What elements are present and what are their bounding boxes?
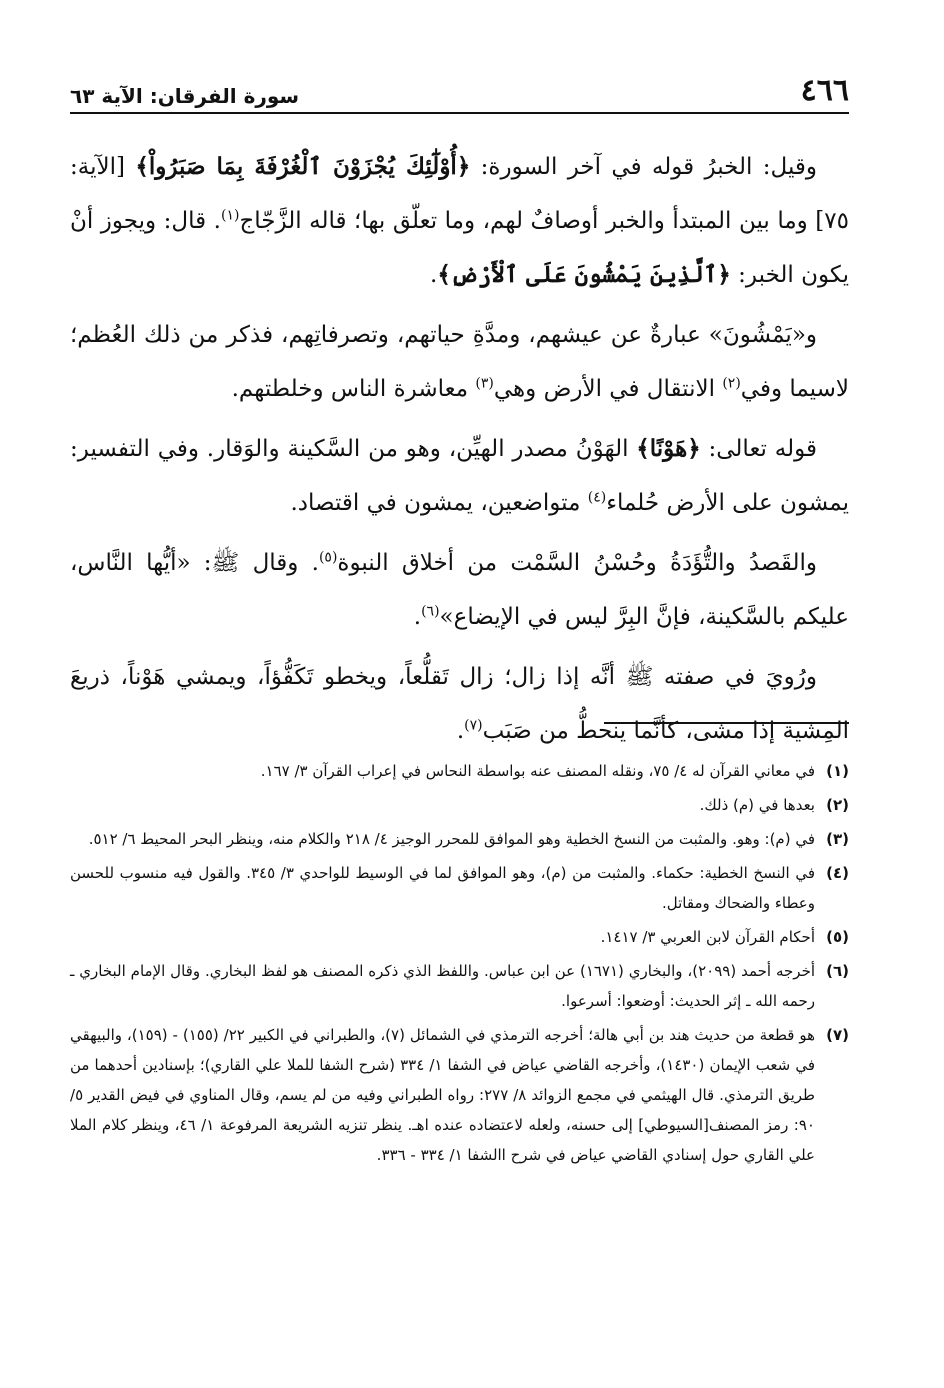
main-text xyxy=(70,140,849,764)
footnote-ref[interactable]: (٢) xyxy=(722,375,741,392)
footnote-text: في النسخ الخطية: حكماء. والمثبت من (م)، وهو الموافق لما في الوسيط للواحدي ٣/ ٣٤٥. والقول فيه منسوب للحسن وعطاء والضحاك ومقاتل. xyxy=(70,864,815,912)
text-segment: و«يَمْشُونَ» عبارةٌ عن عيشهم، ومدَّةِ حياتهم، وتصرفاتِهم، فذكر من ذلك العُظم؛ لاسيما وفي xyxy=(70,322,849,402)
footnote xyxy=(70,790,849,820)
text-segment: معاشرة الناس وخلطتهم. xyxy=(231,376,476,402)
paragraph-4 xyxy=(70,536,849,644)
quran-verse: ﴿أُوْلَٰٓئِكَ يُجْزَوْنَ ٱلْغُرْفَةَ بِمَا صَبَرُواْ﴾ xyxy=(135,153,471,180)
text-segment: متواضعين، يمشون في اقتصاد. xyxy=(290,490,588,516)
footnote-number: (٣) xyxy=(826,830,849,848)
text-segment: قوله تعالى: xyxy=(700,436,817,462)
footnote xyxy=(70,858,849,918)
text-segment: [الآية: ٧٥] وما بين المبتدأ والخبر أوصافٌ لهم، وما تعلّق بها؛ قاله الزَّجّاج xyxy=(70,154,849,234)
footnote-ref[interactable]: (٥) xyxy=(318,549,338,566)
text-segment: وقيل: الخبرُ قوله في آخر السورة: xyxy=(470,154,817,180)
quran-verse: ﴿ٱلَّذِينَ يَمْشُونَ عَلَى ٱلْأَرْضِ﴾ xyxy=(437,261,731,288)
footnote-number: (٦) xyxy=(826,962,849,980)
footnote xyxy=(70,956,849,1016)
paragraph-5 xyxy=(70,650,849,758)
text-segment: . قال: ويجوز أنْ يكون الخبر: xyxy=(70,208,849,288)
text-segment: . وقال ﷺ: «أيُّها النَّاس، عليكم بالسَّكينة، فإنَّ البِرَّ ليس في الإيضاع» xyxy=(70,550,849,630)
footnote-ref[interactable]: (٤) xyxy=(587,489,607,506)
footnote-ref[interactable]: (٦) xyxy=(421,603,440,620)
footnote-text: هو قطعة من حديث هند بن أبي هالة؛ أخرجه الترمذي في الشمائل (٧)، والطبراني في الكبير ٢٢/ (١٥٥) - (١٥٩)، والبيهقي في شعب الإيمان (١٤٣٠)، وأخرجه القاضي عياض في الشفا ١/ ٣٣٤ (شرح الشفا للملا علي القاري)؛ بإسنادين أحدهما من طريق الترمذي. قال الهيثمي في مجمع الزوائد ٨/ ٢٧٧: رواه الطبراني وفيه من لم يسم، وقال المناوي في فيض القدير ٥/ ٩٠: رمز المصنف[السيوطي] إلى حسنه، ولعله لاعتضاده عنده اهـ. ينظر تنزيه الشريعة المرفوعة ١/ ٤٦، وينظر كلام الملا علي القاري حول إسنادي القاضي عياض في شرح االشفا ١/ ٣٣٤ - ٣٣٦. xyxy=(70,1026,815,1164)
footnote-number: (٤) xyxy=(826,864,849,882)
text-segment: . xyxy=(456,718,465,744)
footnote-text: أخرجه أحمد (٢٠٩٩)، والبخاري (١٦٧١) عن ابن عباس. واللفظ الذي ذكره المصنف هو لفظ البخاري. وقال الإمام البخاري ـ رحمه الله ـ إثر الحديث: أوضعوا: أسرعوا. xyxy=(70,962,816,1010)
footnotes xyxy=(70,756,849,1174)
footnote xyxy=(70,824,849,854)
footnote xyxy=(70,922,849,952)
text-segment: الانتقال في الأرض وهي xyxy=(493,376,723,402)
footnote-text: بعدها في (م) ذلك. xyxy=(699,796,815,814)
footnote xyxy=(70,756,849,786)
footnote-number: (٥) xyxy=(826,928,849,946)
footnote-ref[interactable]: (٧) xyxy=(464,717,483,734)
footnote-number: (٢) xyxy=(826,796,849,814)
page-header xyxy=(70,68,849,114)
footnote-number: (٧) xyxy=(826,1026,849,1044)
footnote xyxy=(70,1020,849,1170)
text-segment: الهَوْنُ مصدر الهيِّن، وهو من السَّكينة والوَقار. وفي التفسير: يمشون على الأرض حُلماء xyxy=(70,436,849,516)
paragraph-2 xyxy=(70,308,849,416)
footnote-divider xyxy=(604,722,849,724)
paragraph-3 xyxy=(70,422,849,530)
paragraph-1 xyxy=(70,140,849,302)
footnote-number: (١) xyxy=(826,762,849,780)
text-segment: ورُويَ في صفته ﷺ أنَّه إذا زال؛ زال تَقلُّعاً، ويخطو تَكَفُّؤاً، ويمشي هَوْناً، ذريعَ المِشية إذا مشى، كأنَّما ينحطُّ من صَبَب xyxy=(70,664,849,744)
footnote-ref[interactable]: (٣) xyxy=(475,375,494,392)
page-number: ٤٦٦ xyxy=(800,73,849,108)
footnote-text: في (م): وهو. والمثبت من النسخ الخطية وهو الموافق للمحرر الوجيز ٤/ ٢١٨ والكلام منه، وينظر البحر المحيط ٦/ ٥١٢. xyxy=(88,830,815,848)
quran-verse: ﴿هَوْنًا﴾ xyxy=(636,435,701,462)
footnote-text: أحكام القرآن لابن العربي ٣/ ١٤١٧. xyxy=(600,928,815,946)
text-segment: . xyxy=(430,262,438,288)
running-title: سورة الفرقان: الآية ٦٣ xyxy=(70,84,300,108)
footnote-text: في معاني القرآن له ٤/ ٧٥، ونقله المصنف عنه بواسطة النحاس في إعراب القرآن ٣/ ١٦٧. xyxy=(260,762,815,780)
text-segment: . xyxy=(413,604,422,630)
text-segment: والقَصدُ والتُّؤَدَةُ وحُسْنُ السَّمْت من أخلاق النبوة xyxy=(337,550,817,576)
footnote-ref[interactable]: (١) xyxy=(220,207,240,224)
